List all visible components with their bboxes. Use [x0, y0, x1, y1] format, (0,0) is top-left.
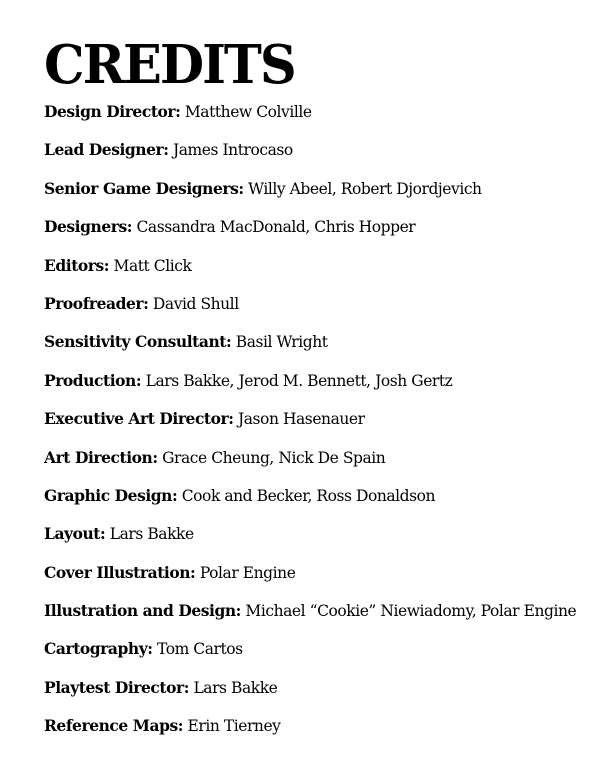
credit-role: Playtest Director: [44, 677, 189, 697]
credit-entry-illustration-and-design [44, 601, 592, 639]
credit-role: Design Director: [44, 102, 181, 121]
credit-names: Jason Hasenauer [238, 410, 365, 429]
credit-names: Lars Bakke [109, 525, 194, 544]
credit-entry-designers [44, 217, 592, 255]
credit-role: Cover Illustration: [44, 562, 196, 582]
credit-names: Michael “Cookie” Niewiadomy, Polar Engine [245, 602, 577, 621]
credit-names: Cook and Becker, Ross Donaldson [181, 486, 436, 505]
page-title: CREDITS [44, 33, 295, 97]
credit-names: Grace Cheung, Nick De Spain [162, 448, 386, 467]
credit-entry-sensitivity-consultant [44, 332, 592, 370]
credit-role: Reference Maps: [44, 716, 184, 736]
credit-entry-reference-maps [44, 716, 592, 754]
credit-role: Sensitivity Consultant: [44, 332, 232, 352]
credit-entry-senior-game-designers [44, 179, 592, 217]
credit-role: Illustration and Design: [44, 601, 241, 621]
credit-role: Layout: [44, 524, 106, 544]
credit-role: Editors: [44, 255, 110, 275]
credit-entry-proofreader [44, 294, 592, 332]
credit-names: David Shull [152, 294, 239, 313]
credits-page [44, 33, 592, 755]
credit-names: Basil Wright [235, 333, 328, 352]
credit-role: Graphic Design: [44, 485, 178, 505]
credit-names: James Introcaso [173, 141, 293, 160]
credit-entry-executive-art-director [44, 409, 592, 447]
credit-entry-art-direction [44, 448, 592, 486]
credit-entry-lead-designer [44, 140, 592, 178]
credit-names: Matt Click [113, 256, 192, 275]
credit-role: Designers: [44, 217, 133, 237]
credit-entry-layout [44, 524, 592, 562]
credit-names: Cassandra MacDonald, Chris Hopper [136, 218, 416, 237]
credit-names: Tom Cartos [157, 640, 243, 659]
credit-role: Senior Game Designers: [44, 178, 244, 198]
credit-role: Cartography: [44, 639, 153, 659]
credit-names: Erin Tierney [187, 717, 281, 736]
credit-entry-cover-illustration [44, 563, 592, 601]
credit-entry-editors [44, 256, 592, 294]
credit-entry-production [44, 371, 592, 409]
credit-names: Polar Engine [199, 563, 296, 582]
credit-entry-cartography [44, 639, 592, 677]
credit-entry-playtest-director [44, 678, 592, 716]
credit-role: Executive Art Director: [44, 409, 234, 429]
credit-entry-graphic-design [44, 486, 592, 524]
credit-names: Lars Bakke, Jerod M. Bennett, Josh Gertz [145, 371, 453, 390]
credits-list [44, 102, 592, 755]
credit-role: Art Direction: [44, 447, 158, 467]
credit-names: Willy Abeel, Robert Djordjevich [248, 179, 482, 198]
credit-role: Production: [44, 370, 142, 390]
credit-entry-design-director [44, 102, 592, 140]
credit-names: Lars Bakke [193, 678, 278, 697]
credit-names: Matthew Colville [184, 103, 312, 121]
credit-role: Lead Designer: [44, 140, 169, 160]
credit-role: Proofreader: [44, 293, 149, 313]
